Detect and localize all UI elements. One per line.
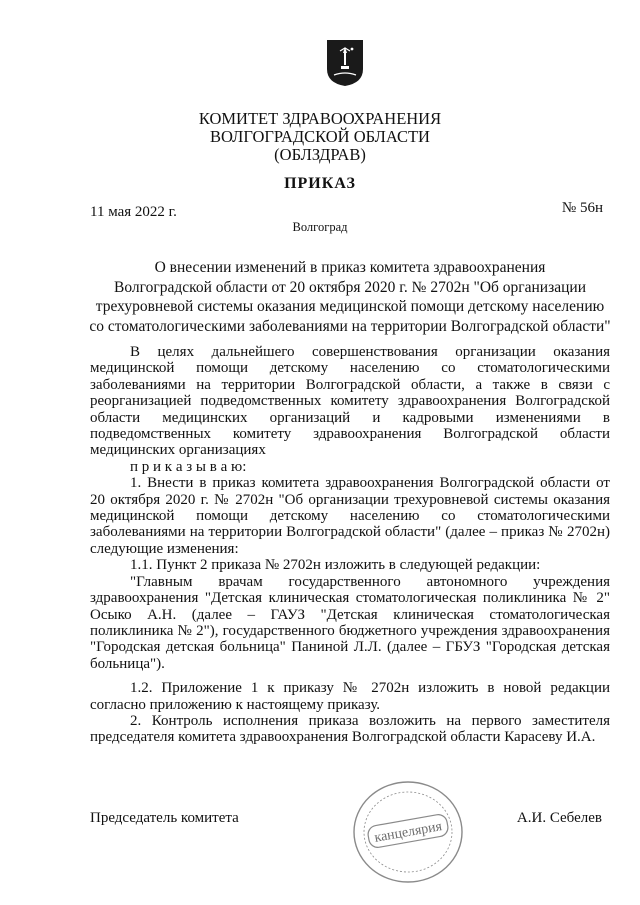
signatory-name: А.И. Себелев — [516, 810, 602, 826]
coat-of-arms-icon — [326, 39, 364, 87]
order-keyword: п р и к а з ы в а ю: — [130, 458, 247, 475]
subject-line: трехуровневой системы оказания медицинской помощи детскому населению — [95, 298, 605, 315]
document-type: ПРИКАЗ — [284, 175, 356, 192]
item-1-paragraph: 1. Внести в приказ комитета здравоохранения Волгоградской области от 20 октября 2020 г. № 2702н "Об организации трехуровневой системы оказания медицинской помощи детскому населению со стоматологическими заболеваниями на территории Волгоградской области" (далее – приказ № 2702н) следующие изменения: — [90, 475, 610, 557]
org-abbreviation: (ОБЛЗДРАВ) — [274, 145, 366, 164]
subject-line: со стоматологическими заболеваниями на территории Волгоградской области" — [89, 317, 611, 335]
document-subject — [60, 258, 640, 336]
org-name-line-2: ВОЛГОГРАДСКОЙ ОБЛАСТИ — [210, 127, 430, 146]
document-body — [90, 344, 610, 746]
preamble-paragraph: В целях дальнейшего совершенствования организации оказания медицинской помощи детскому населению со стоматологическими заболеваниями на территории Волгоградской области, а также в связи с реорганизацией подведомственных комитету здравоохранения Волгоградской области медицинских организаций и кадровыми изменениями в подведомственных комитету здравоохранения Волгоградской области медицинских организациях — [90, 344, 610, 459]
document-city: Волгоград — [292, 220, 348, 234]
office-stamp — [346, 778, 466, 886]
item-2-paragraph: 2. Контроль исполнения приказа возложить на первого заместителя председателя комитета здравоохранения Волгоградской области Карасеву И.А. — [90, 712, 610, 746]
item-1-1-paragraph: 1.1. Пункт 2 приказа № 2702н изложить в следующей редакции: — [130, 557, 541, 574]
subject-line: О внесении изменений в приказ комитета здравоохранения — [154, 259, 546, 276]
paragraph-gap — [90, 672, 610, 680]
signatory-position: Председатель комитета — [90, 810, 239, 826]
item-1-2-paragraph: 1.2. Приложение 1 к приказу № 2702н изложить в новой редакции согласно приложению к настоящему приказу. — [90, 680, 610, 713]
item-1-1-text: "Главным врачам государственного автономного учреждения здравоохранения "Детская клиническая стоматологическая поликлиника № 2" Осыко А.Н. (далее – ГАУЗ "Детская клиническая стоматологическая поликлиника № 2"), государственного бюджетного учреждения здравоохранения "Городская детская больница" Паниной Л.Л. (далее – ГБУЗ "Городская детская больница"). — [90, 573, 610, 672]
org-name-line-1: КОМИТЕТ ЗДРАВООХРАНЕНИЯ — [198, 109, 442, 128]
document-date: 11 мая 2022 г. — [90, 204, 177, 220]
subject-line: Волгоградской области от 20 октября 2020 г. № 2702н "Об организации — [114, 278, 586, 296]
document-number: № 56н — [561, 200, 603, 216]
stamp-label: канцелярия — [373, 819, 444, 846]
